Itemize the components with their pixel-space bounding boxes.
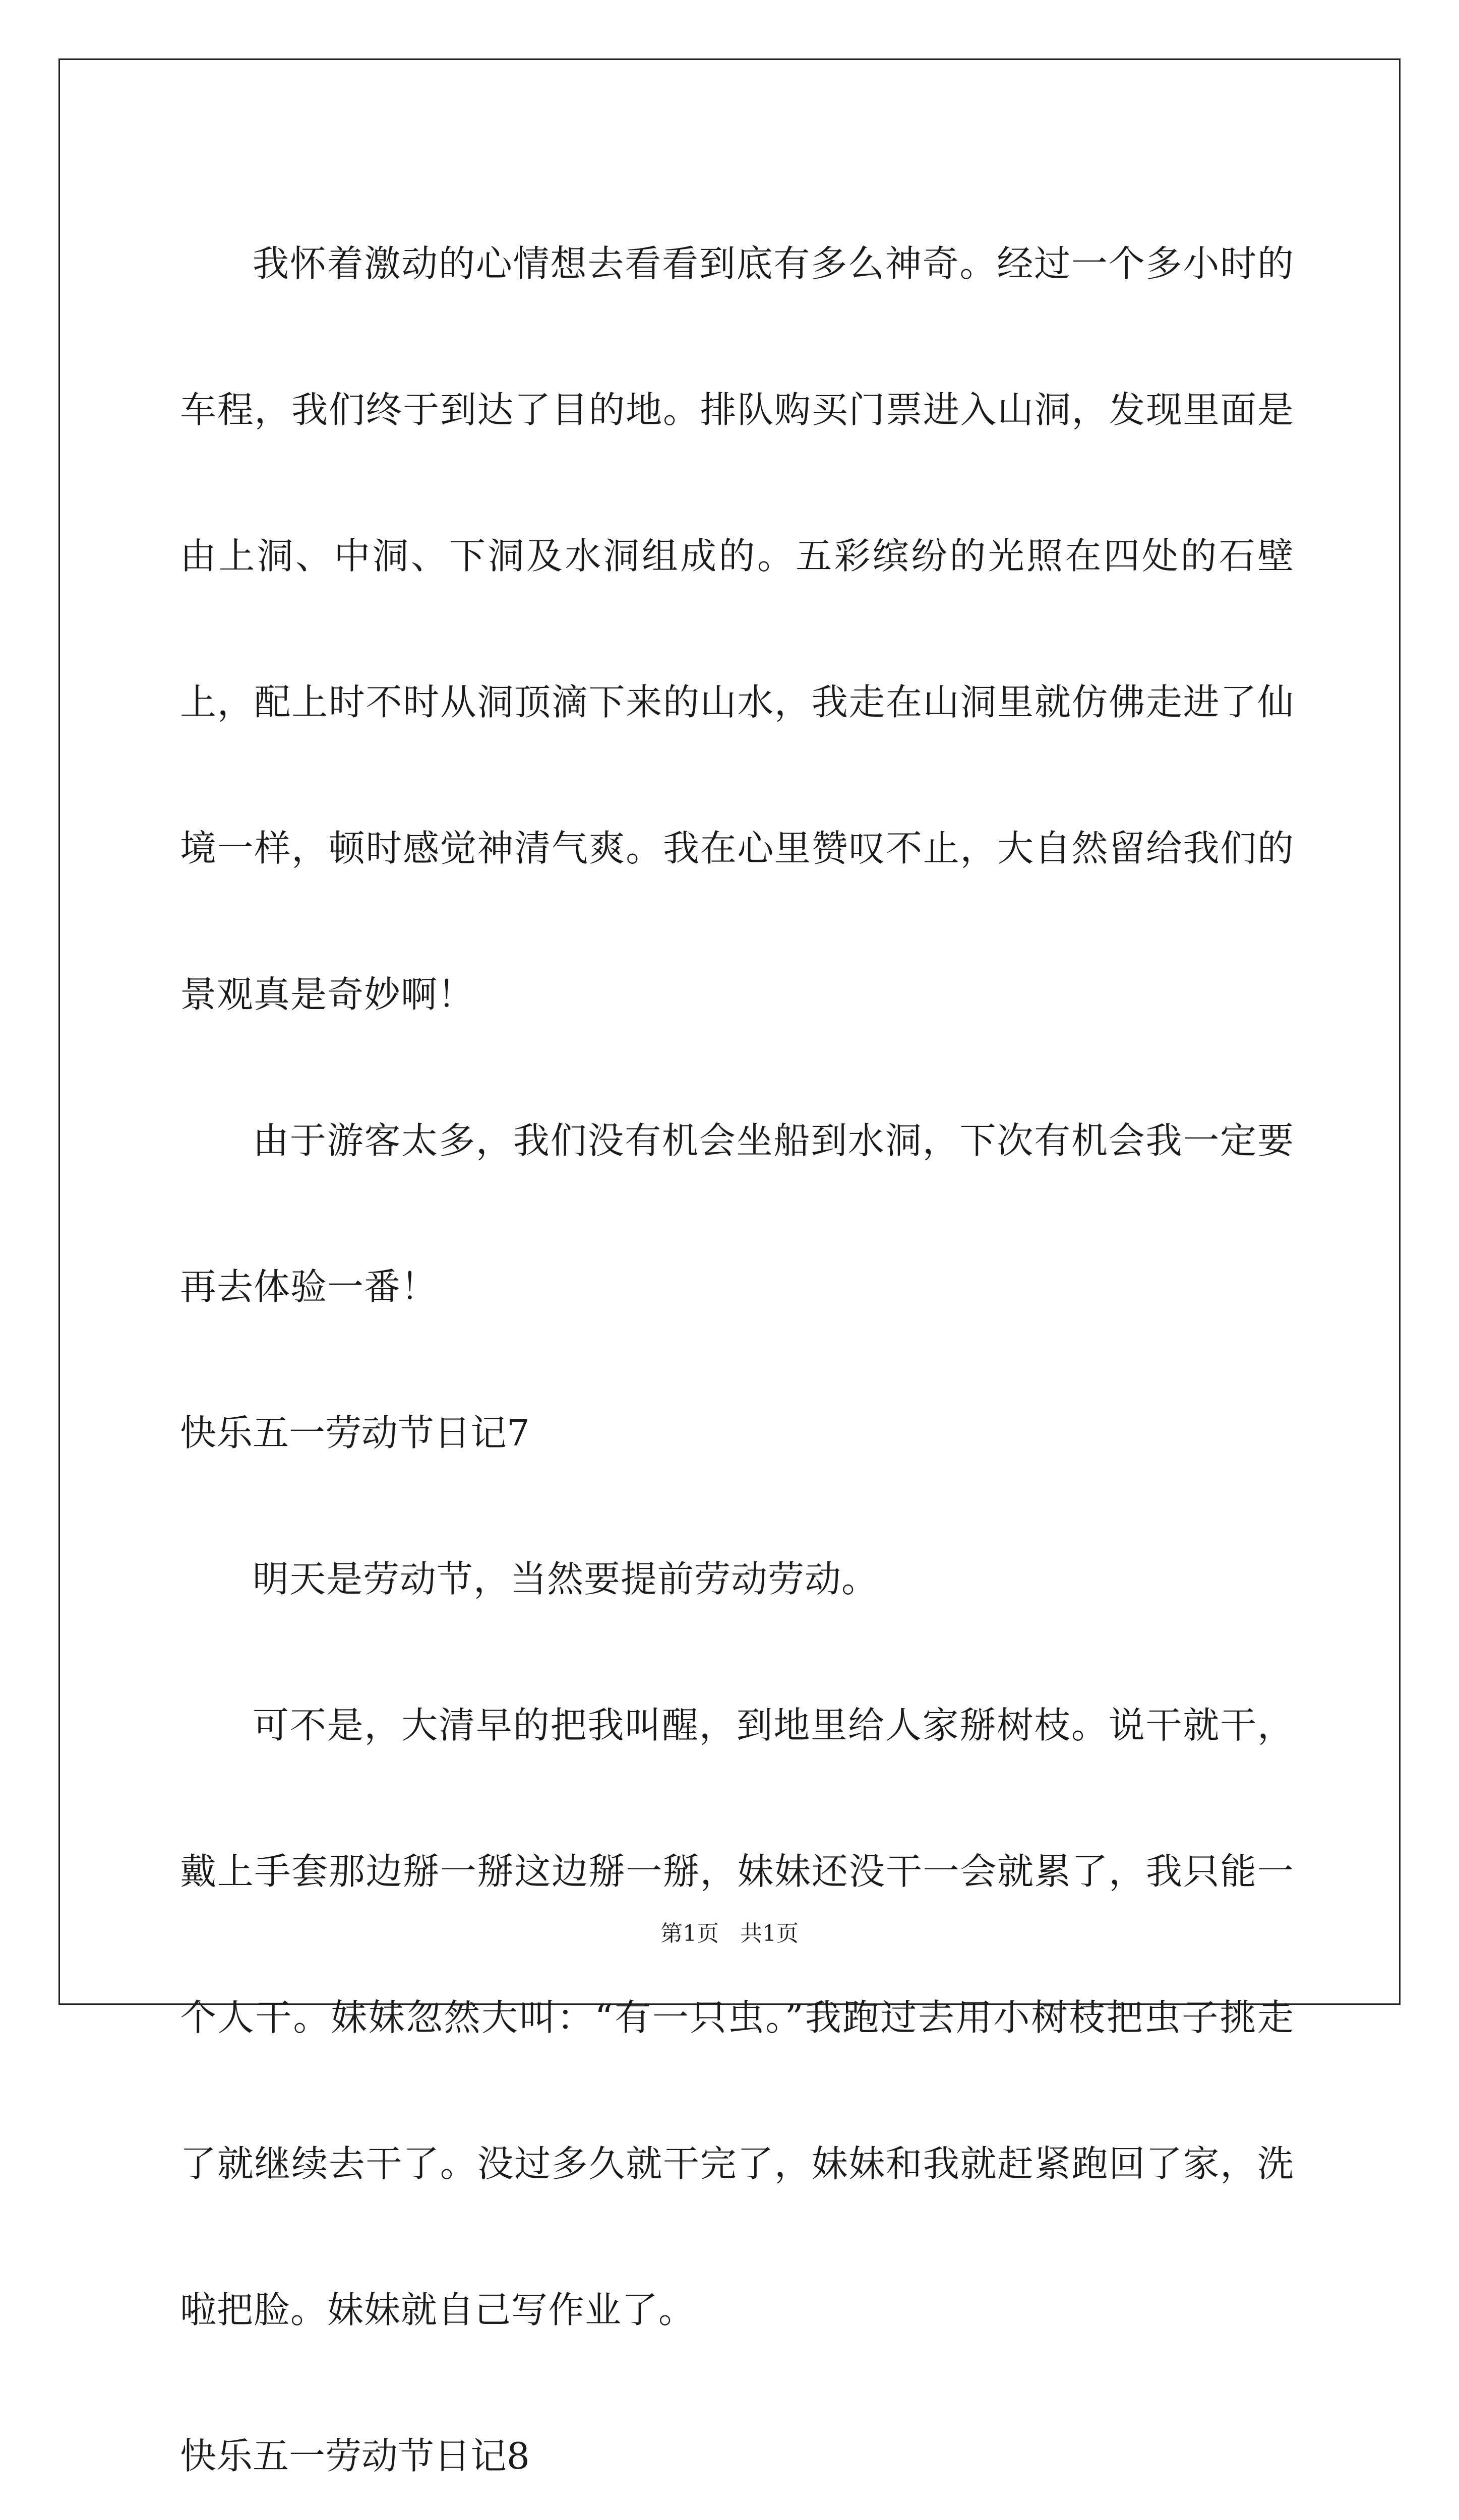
page-total: 共1页 (740, 1921, 799, 1946)
page-footer (0, 1915, 1459, 1947)
paragraph: 我怀着激动的心情想去看看到底有多么神奇。经过一个多小时的车程，我们终于到达了目的地。排队购买门票进入山洞，发现里面是由上洞、中洞、下洞及水洞组成的。五彩缤纷的光照在四处的石壁上，配上时不时从洞顶滴下来的山水，我走在山洞里就仿佛走进了仙境一样，顿时感觉神清气爽。我在心里赞叹不止，大自然留给我们的景观真是奇妙啊！ (180, 242, 1294, 1016)
section-heading: 快乐五一劳动节日记8 (180, 2435, 530, 2477)
paragraph: 明天是劳动节，当然要提前劳动劳动。 (253, 1558, 879, 1600)
paragraph: 可不是，大清早的把我叫醒，到地里给人家掰树枝。说干就干，戴上手套那边掰一掰这边掰一掰，妹妹还没干一会就累了，我只能一个人干。妹妹忽然大叫：“有一只虫。”我跑过去用小树枝把虫子挑走了就继续去干了。没过多久就干完了，妹妹和我就赶紧跑回了家，洗啦把脸。妹妹就自己写作业了。 (180, 1704, 1294, 2331)
section-heading: 快乐五一劳动节日记7 (180, 1412, 530, 1454)
document-body (180, 191, 1294, 2520)
page-number: 第1页 (660, 1921, 719, 1946)
paragraph: 由于游客太多，我们没有机会坐船到水洞，下次有机会我一定要再去体验一番！ (180, 1119, 1294, 1308)
